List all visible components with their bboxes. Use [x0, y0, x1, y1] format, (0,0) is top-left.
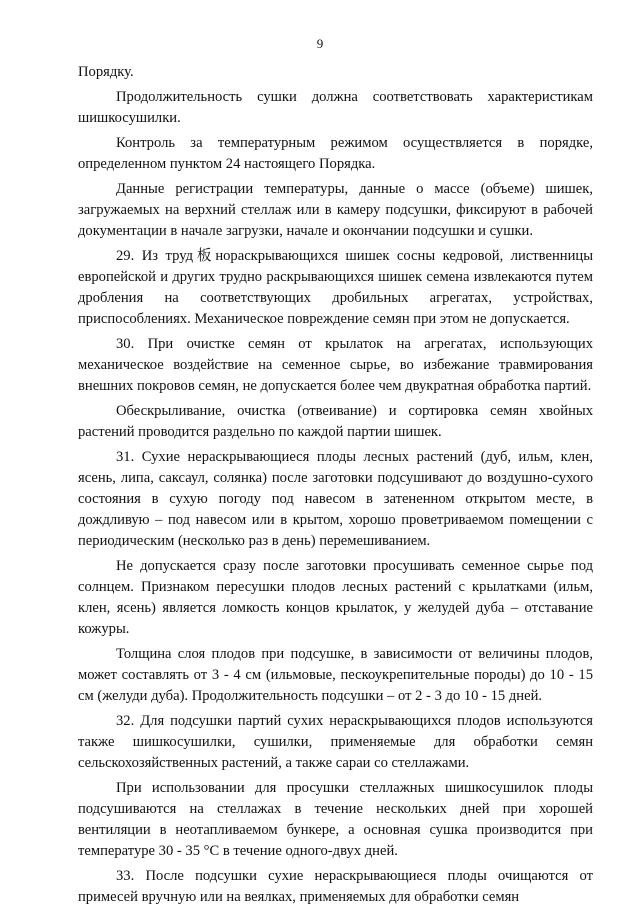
page-number: 9: [316, 36, 324, 51]
paragraph-item-32: 32. Для подсушки партий сухих нераскрывающихся плодов используются также шишкосушилки, сушилки, применяемые для обработки семян сельскохозяйственных растений, а также сараи со стеллажами.: [78, 713, 593, 771]
paragraph-continuation: Порядку.: [78, 64, 134, 80]
document-body: [78, 62, 593, 912]
paragraph-temperature-control: Контроль за температурным режимом осуществляется в порядке, определенном пунктом 24 настоящего Порядка.: [78, 135, 593, 172]
paragraph-layer-thickness: Толщина слоя плодов при подсушке, в зависимости от величины плодов, может составлять от 3 - 4 см (ильмовые, пескоукрепительные породы) до 10 - 15 см (желуди дуба). Продолжительность подсушки – от 2 - 3 до 10 - 15 дней.: [78, 646, 593, 704]
paragraph-overdrying: Не допускается сразу после заготовки просушивать семенное сырье под солнцем. Признаком пересушки плодов лесных растений с крылатками (ильм, клен, ясень) является ломкость концов крылаток, у желудей дуба – отставание кожуры.: [78, 558, 593, 637]
paragraph-item-30: 30. При очистке семян от крылаток на агрегатах, использующих механическое воздействие на семенное сырье, во избежание травмирования внешних покровов семян, не допускается более чем двукратная обработка партий.: [78, 336, 593, 394]
paragraph-temperature-records: Данные регистрации температуры, данные о массе (объеме) шишек, загружаемых на верхний стеллаж или в камеру подсушки, фиксируют в рабочей документации в начале загрузки, начале и окончании подсушки и сушки.: [78, 181, 593, 239]
paragraph-item-31: 31. Сухие нераскрывающиеся плоды лесных растений (дуб, ильм, клен, ясень, липа, саксаул, солянка) после заготовки подсушивают до воздушно-сухого состояния в сухую погоду под навесом в затененном открытом месте, в дождливую – под навесом или в крытом, хорошо проветриваемом помещении с периодическим (несколько раз в день) перемешиванием.: [78, 449, 593, 549]
paragraph-rack-dryers: При использовании для просушки стеллажных шишкосушилок плоды подсушиваются на стеллажах в течение нескольких дней при хорошей вентиляции в неотапливаемом бункере, а основная сушка производится при температуре 30 - 35 °С в течение одного-двух дней.: [78, 780, 593, 859]
paragraph-dewinging: Обескрыливание, очистка (отвеивание) и сортировка семян хвойных растений проводится раздельно по каждой партии шишек.: [78, 403, 593, 440]
paragraph-item-33: 33. После подсушки сухие нераскрывающиеся плоды очищаются от примесей вручную или на веялках, применяемых для обработки семян: [78, 868, 593, 905]
paragraph-item-29: 29. Из труд板нораскрывающихся шишек сосны кедровой, лиственницы европейской и других трудно раскрывающихся шишек семена извлекаются путем дробления на соответствующих дробильных агрегатах, устройствах, приспособлениях. Механическое повреждение семян при этом не допускается.: [78, 248, 593, 327]
paragraph-drying-duration: Продолжительность сушки должна соответствовать характеристикам шишкосушилки.: [78, 89, 593, 126]
